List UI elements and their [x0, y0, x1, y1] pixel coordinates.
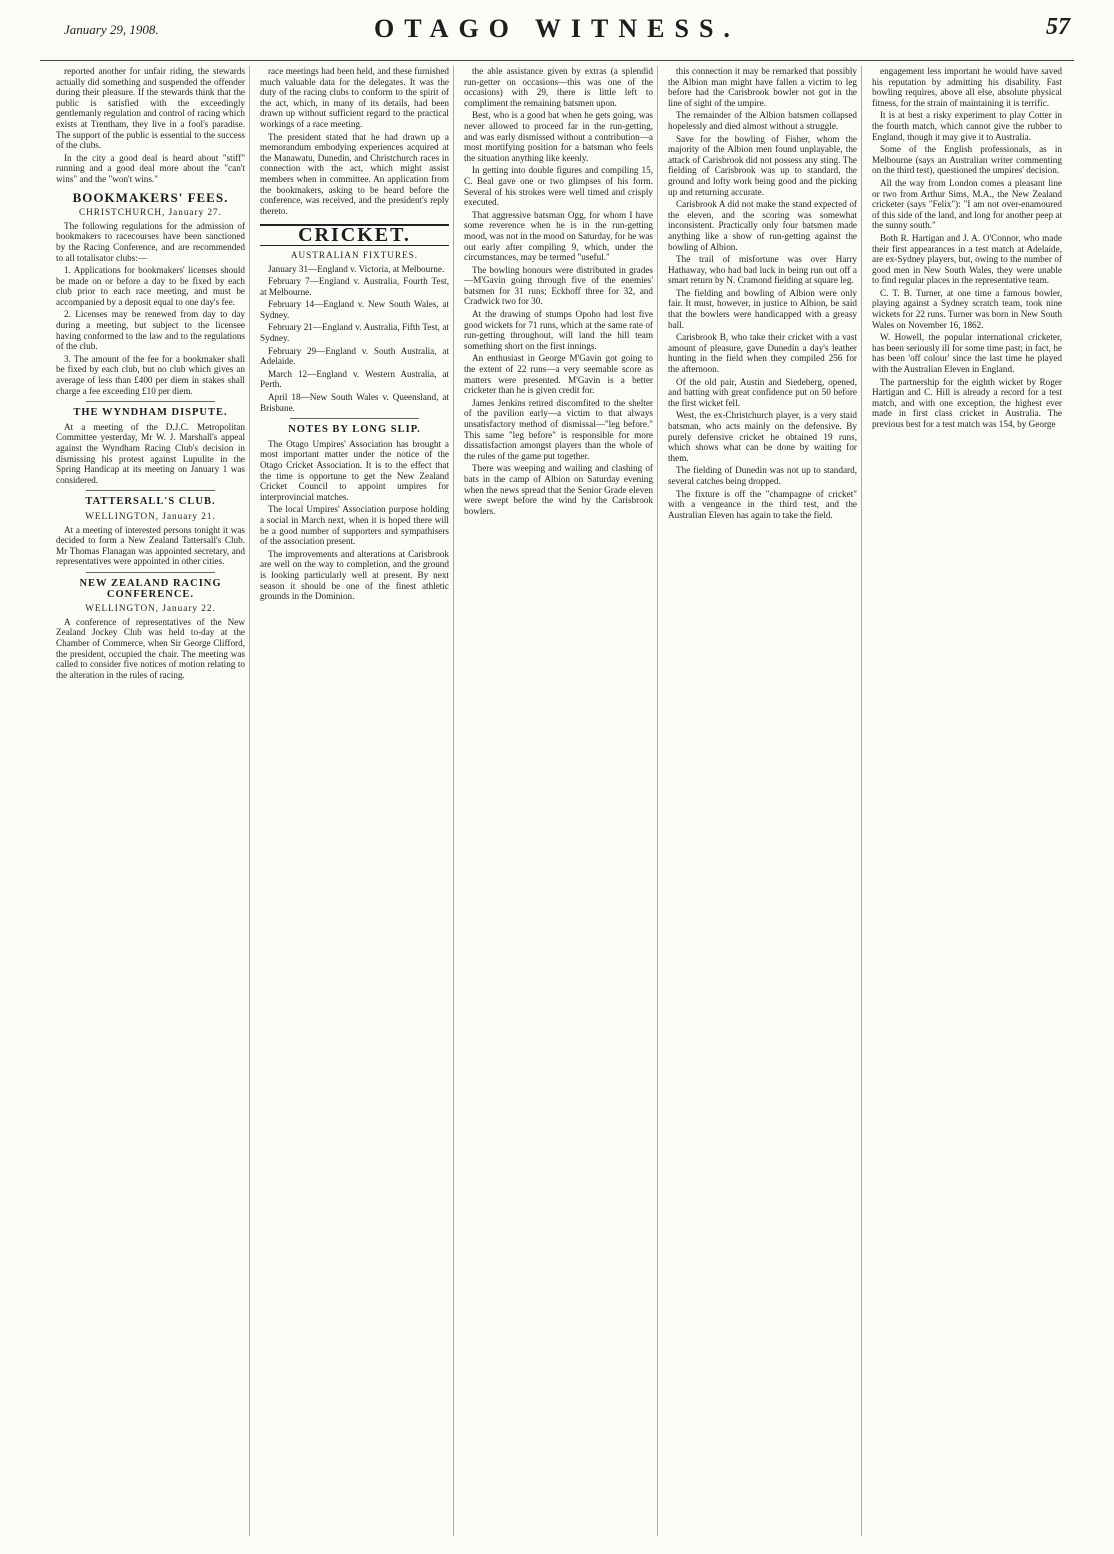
paragraph: The fielding and bowling of Albion were only fair. It must, however, in justice to Albion, be said that the bowlers were handicapped with a greasy ball.	[668, 287, 857, 330]
page-number: 57	[1046, 14, 1070, 40]
paragraph: It is at best a risky experiment to play Cotter in the fourth match, which cannot give the rubber to England, though it may give it to Australia.	[872, 110, 1062, 142]
divider	[86, 572, 215, 573]
paragraph: That aggressive batsman Ogg, for whom I have some reverence when he is in the run-getting mood, was not in the mood on Saturday, for he was out early after compiling 9, which, under the circumstances, may be termed "useful."	[464, 209, 653, 263]
masthead-date: January 29, 1908.	[64, 22, 159, 37]
paragraph: the able assistance given by extras (a splendid run-getter on occasions—this was one of the occasions) with 29, there is little left to compliment the remaining batsmen upon.	[464, 66, 653, 108]
masthead	[40, 0, 1074, 61]
divider	[290, 418, 419, 419]
paragraph: Best, who is a good bat when he gets going, was never allowed to proceed far in the run-getting, and was early dismissed without a contribution—a most mortifying position for a batsman who feels the situation anything like keenly.	[464, 110, 653, 163]
paragraph: C. T. B. Turner, at one time a famous bowler, playing against a Sydney scratch team, took nine wickets for 22 runs. Turner was born in New South Wales on November 16, 1862.	[872, 287, 1062, 330]
paragraph: The fielding of Dunedin was not up to standard, several catches being dropped.	[668, 465, 857, 486]
paragraph: All the way from London comes a pleasant line or two from Arthur Sims, M.A., the New Zealand cricketer (says "Felix"): "I am not over-enamoured of this side of the land, and long for another peep at the sunny south."	[872, 177, 1062, 231]
paragraph: 2. Licenses may be renewed from day to day during a meeting, but subject to the licensee having conformed to the law and to the regulations of the club.	[56, 309, 245, 352]
newspaper-columns	[56, 66, 1068, 1536]
paragraph: The president stated that he had drawn up a memorandum embodying experiences acquired at the Manawatu, Dunedin, and Christchurch races in connection with the act, which might assist members when in committee. An application from the bookmakers, asking to be heard before the conference, was received, and the president's reply thereto.	[260, 131, 449, 216]
masthead-title: OTAGO WITNESS.	[374, 14, 740, 43]
heading-tattersalls-club: TATTERSALL'S CLUB.	[85, 496, 216, 508]
fixture-item: February 21—England v. Australia, Fifth Test, at Sydney.	[260, 322, 449, 344]
paragraph: The remainder of the Albion batsmen collapsed hopelessly and died almost without a struggle.	[668, 110, 857, 131]
heading-bookmakers-fees: BOOKMAKERS' FEES.	[72, 189, 229, 205]
paragraph: Of the old pair, Austin and Siedeberg, opened, and batting with great confidence put on 50 before the first wicket fell.	[668, 376, 857, 408]
dateline: CHRISTCHURCH, January 27.	[79, 207, 222, 218]
paragraph: An enthusiast in George M'Gavin got going to the extent of 22 runs—a very seemable score as matters were presented. M'Gavin is a better cricketer than he is given credit for.	[464, 353, 653, 396]
fixture-item: February 7—England v. Australia, Fourth Test, at Melbourne.	[260, 276, 449, 297]
paragraph: A conference of representatives of the New Zealand Jockey Club was held to-day at the Chamber of Commerce, when Sir George Clifford, the president, occupied the chair. The meeting was called to consider five notices of motion relating to the alteration in the rules of racing.	[56, 616, 245, 680]
paragraph: Carisbrook A did not make the stand expected of the eleven, and the scoring was somewhat inconsistent. Practically only four batsmen made anything like a show of run-getting against the bowling of Albion.	[668, 199, 857, 252]
paragraph: Save for the bowling of Fisher, whom the majority of the Albion men found unplayable, the attack of Carisbrook did not possess any sting. The fielding of Carisbrook was up to standard, the ground and lofty work being good and the picking up and returning accurate.	[668, 133, 857, 197]
heading-racing-conference: NEW ZEALAND RACING CONFERENCE.	[79, 577, 222, 600]
paragraph: Both R. Hartigan and J. A. O'Connor, who made their first appearances in a test match at Adelaide, are ex-Sydney players, but, owing to the number of good men in New South Wales, they were unable to find regular places in the representative team.	[872, 232, 1062, 286]
column-5	[872, 66, 1066, 1536]
paragraph: engagement less important he would have saved his reputation by admitting his disability. Fast bowling requires, above all else, absolute physical fitness, for the strain of maintaining it is terrific.	[872, 66, 1062, 108]
paragraph: The local Umpires' Association purpose holding a social in March next, when it is hoped there will be a good number of supporters and sympathisers of the association present.	[260, 504, 449, 547]
heading-wyndham-dispute: THE WYNDHAM DISPUTE.	[73, 407, 228, 419]
fixture-item: March 12—England v. Western Australia, at Perth.	[260, 368, 449, 390]
paragraph: The bowling honours were distributed in grades—M'Gavin going through five of the enemies' batsmen for 31 runs; Eckhoff three for 32, and Cradwick two for 30.	[464, 264, 653, 307]
paragraph: The fixture is off the "champagne of cricket" with a vengeance in the third test, and the Australian Eleven has again to take the field.	[668, 488, 857, 520]
heading-notes-long-slip: NOTES BY LONG SLIP.	[288, 424, 421, 436]
fixtures-list	[260, 264, 449, 414]
paragraph: reported another for unfair riding, the stewards actually did something and suspended the offender during their pleasure. If the stewards think that the public is satisfied with the exceedingly gentlemanly regulation and control of racing which exists at Trentham, they live in a fool's paradise. The support of the public is essential to the success of the clubs.	[56, 66, 245, 151]
paragraph: The improvements and alterations at Carisbrook are well on the way to completion, and the ground is looking particularly well at present. By next season it should be one of the finest athletic grounds in the Dominion.	[260, 548, 449, 602]
paragraph: At a meeting of interested persons tonight it was decided to form a New Zealand Tattersall's Club. Mr Thomas Flanagan was appointed secretary, and representatives were appointed in other cities.	[56, 524, 245, 567]
fixture-item: February 29—England v. South Australia, at Adelaide.	[260, 345, 449, 367]
fixture-item: April 18—New South Wales v. Queensland, at Brisbane.	[260, 392, 449, 413]
dateline: WELLINGTON, January 22.	[85, 603, 216, 614]
paragraph: James Jenkins retired discomfited to the shelter of the pavilion early—a victim to that always unsatisfactory method of dismissal—"leg before." This same "leg before" is responsible for more dissatisfaction amongst players than the whole of the rules of the game put together.	[464, 397, 653, 461]
column-2	[260, 66, 454, 1536]
divider	[86, 401, 215, 402]
paragraph: The following regulations for the admission of bookmakers to racecourses have been sanctioned by the Racing Conference, and are recommended to all totalisator clubs:—	[56, 220, 245, 263]
fixture-item: January 31—England v. Victoria, at Melbourne.	[268, 263, 445, 274]
paragraph: The trail of misfortune was over Harry Hathaway, who had bad luck in being run out off a smart return by N. Cramond fielding at square leg.	[668, 254, 857, 286]
fixture-item: February 14—England v. New South Wales, at Sydney.	[260, 299, 449, 320]
paragraph: The Otago Umpires' Association has brought a most important matter under the notice of the Otago Cricket Association. It is to the effect that the time is opportune to get the New Zealand Cricket Council to appoint umpires for interprovincial matches.	[260, 438, 449, 502]
paragraph: West, the ex-Christchurch player, is a very staid batsman, who acts mainly on the defensive. By purely defensive cricket he obtained 19 runs, which shows what can be done by waiting for them.	[668, 410, 857, 463]
paragraph: Some of the English professionals, as in Melbourne (says an Australian writer commenting on the third test), questioned the umpires' decision.	[872, 144, 1062, 176]
column-3	[464, 66, 658, 1536]
column-4	[668, 66, 862, 1536]
paragraph: At the drawing of stumps Opoho had lost five good wickets for 71 runs, which at the same rate of run-getting throughout, will land the hill team something short on the first innings.	[464, 309, 653, 351]
paragraph: 1. Applications for bookmakers' licenses should be made on or before a day to be fixed by each club prior to each race meeting, and must be accompanied by a deposit equal to one day's fee.	[56, 265, 245, 307]
paragraph: 3. The amount of the fee for a bookmaker shall be fixed by each club, but no club which gives an average of less than £400 per diem in stakes shall charge a fee exceeding £10 per diem.	[56, 353, 245, 396]
heading-cricket: CRICKET.	[260, 224, 449, 246]
subheading-fixtures: AUSTRALIAN FIXTURES.	[290, 249, 419, 260]
paragraph: W. Howell, the popular international cricketer, has been seriously ill for some time past; in fact, he has been 'off colour' since the last time he played with the Australian Eleven in England.	[872, 332, 1062, 375]
paragraph: Carisbrook B, who take their cricket with a vast amount of pleasure, gave Dunedin a day's leather hunting in the field when they compiled 256 for the afternoon.	[668, 332, 857, 375]
paragraph: this connection it may be remarked that possibly the Albion man might have fallen a victim to leg before had the Carisbrook bowler not got in the line of sight of the umpire.	[668, 66, 857, 108]
paragraph: There was weeping and wailing and clashing of bats in the camp of Albion on Saturday evening when the news spread that the Senior Grade eleven were swept before the wind by the Carisbrook bowlers.	[464, 463, 653, 516]
dateline: WELLINGTON, January 21.	[85, 510, 216, 521]
paragraph: In getting into double figures and compiling 15, C. Beal gave one or two glimpses of his form. Several of his strokes were well timed and crisply executed.	[464, 165, 653, 208]
paragraph: In the city a good deal is heard about "stiff" running and a good deal more about the "can't wins" and the "won't wins."	[56, 152, 245, 184]
paragraph: The partnership for the eighth wicket by Roger Hartigan and C. Hill is already a record for a test match, and with one exception, the highest ever made in first class cricket in Australia. The previous best for a test match was 154, by George	[872, 376, 1062, 429]
divider	[86, 490, 215, 491]
column-1	[56, 66, 250, 1536]
paragraph: At a meeting of the D.J.C. Metropolitan Committee yesterday, Mr W. J. Marshall's appeal against the Wyndham Racing Club's decision in dismissing his protest against Lupulite in the Spring Handicap at its meeting on January 1 was considered.	[56, 421, 245, 485]
paragraph: race meetings had been held, and these furnished much valuable data for the delegates. It was the duty of the racing clubs to conform to the spirit of the act, which, in many of its details, had been drawn up without sufficient regard to the practical workings of a race meeting.	[260, 66, 449, 129]
